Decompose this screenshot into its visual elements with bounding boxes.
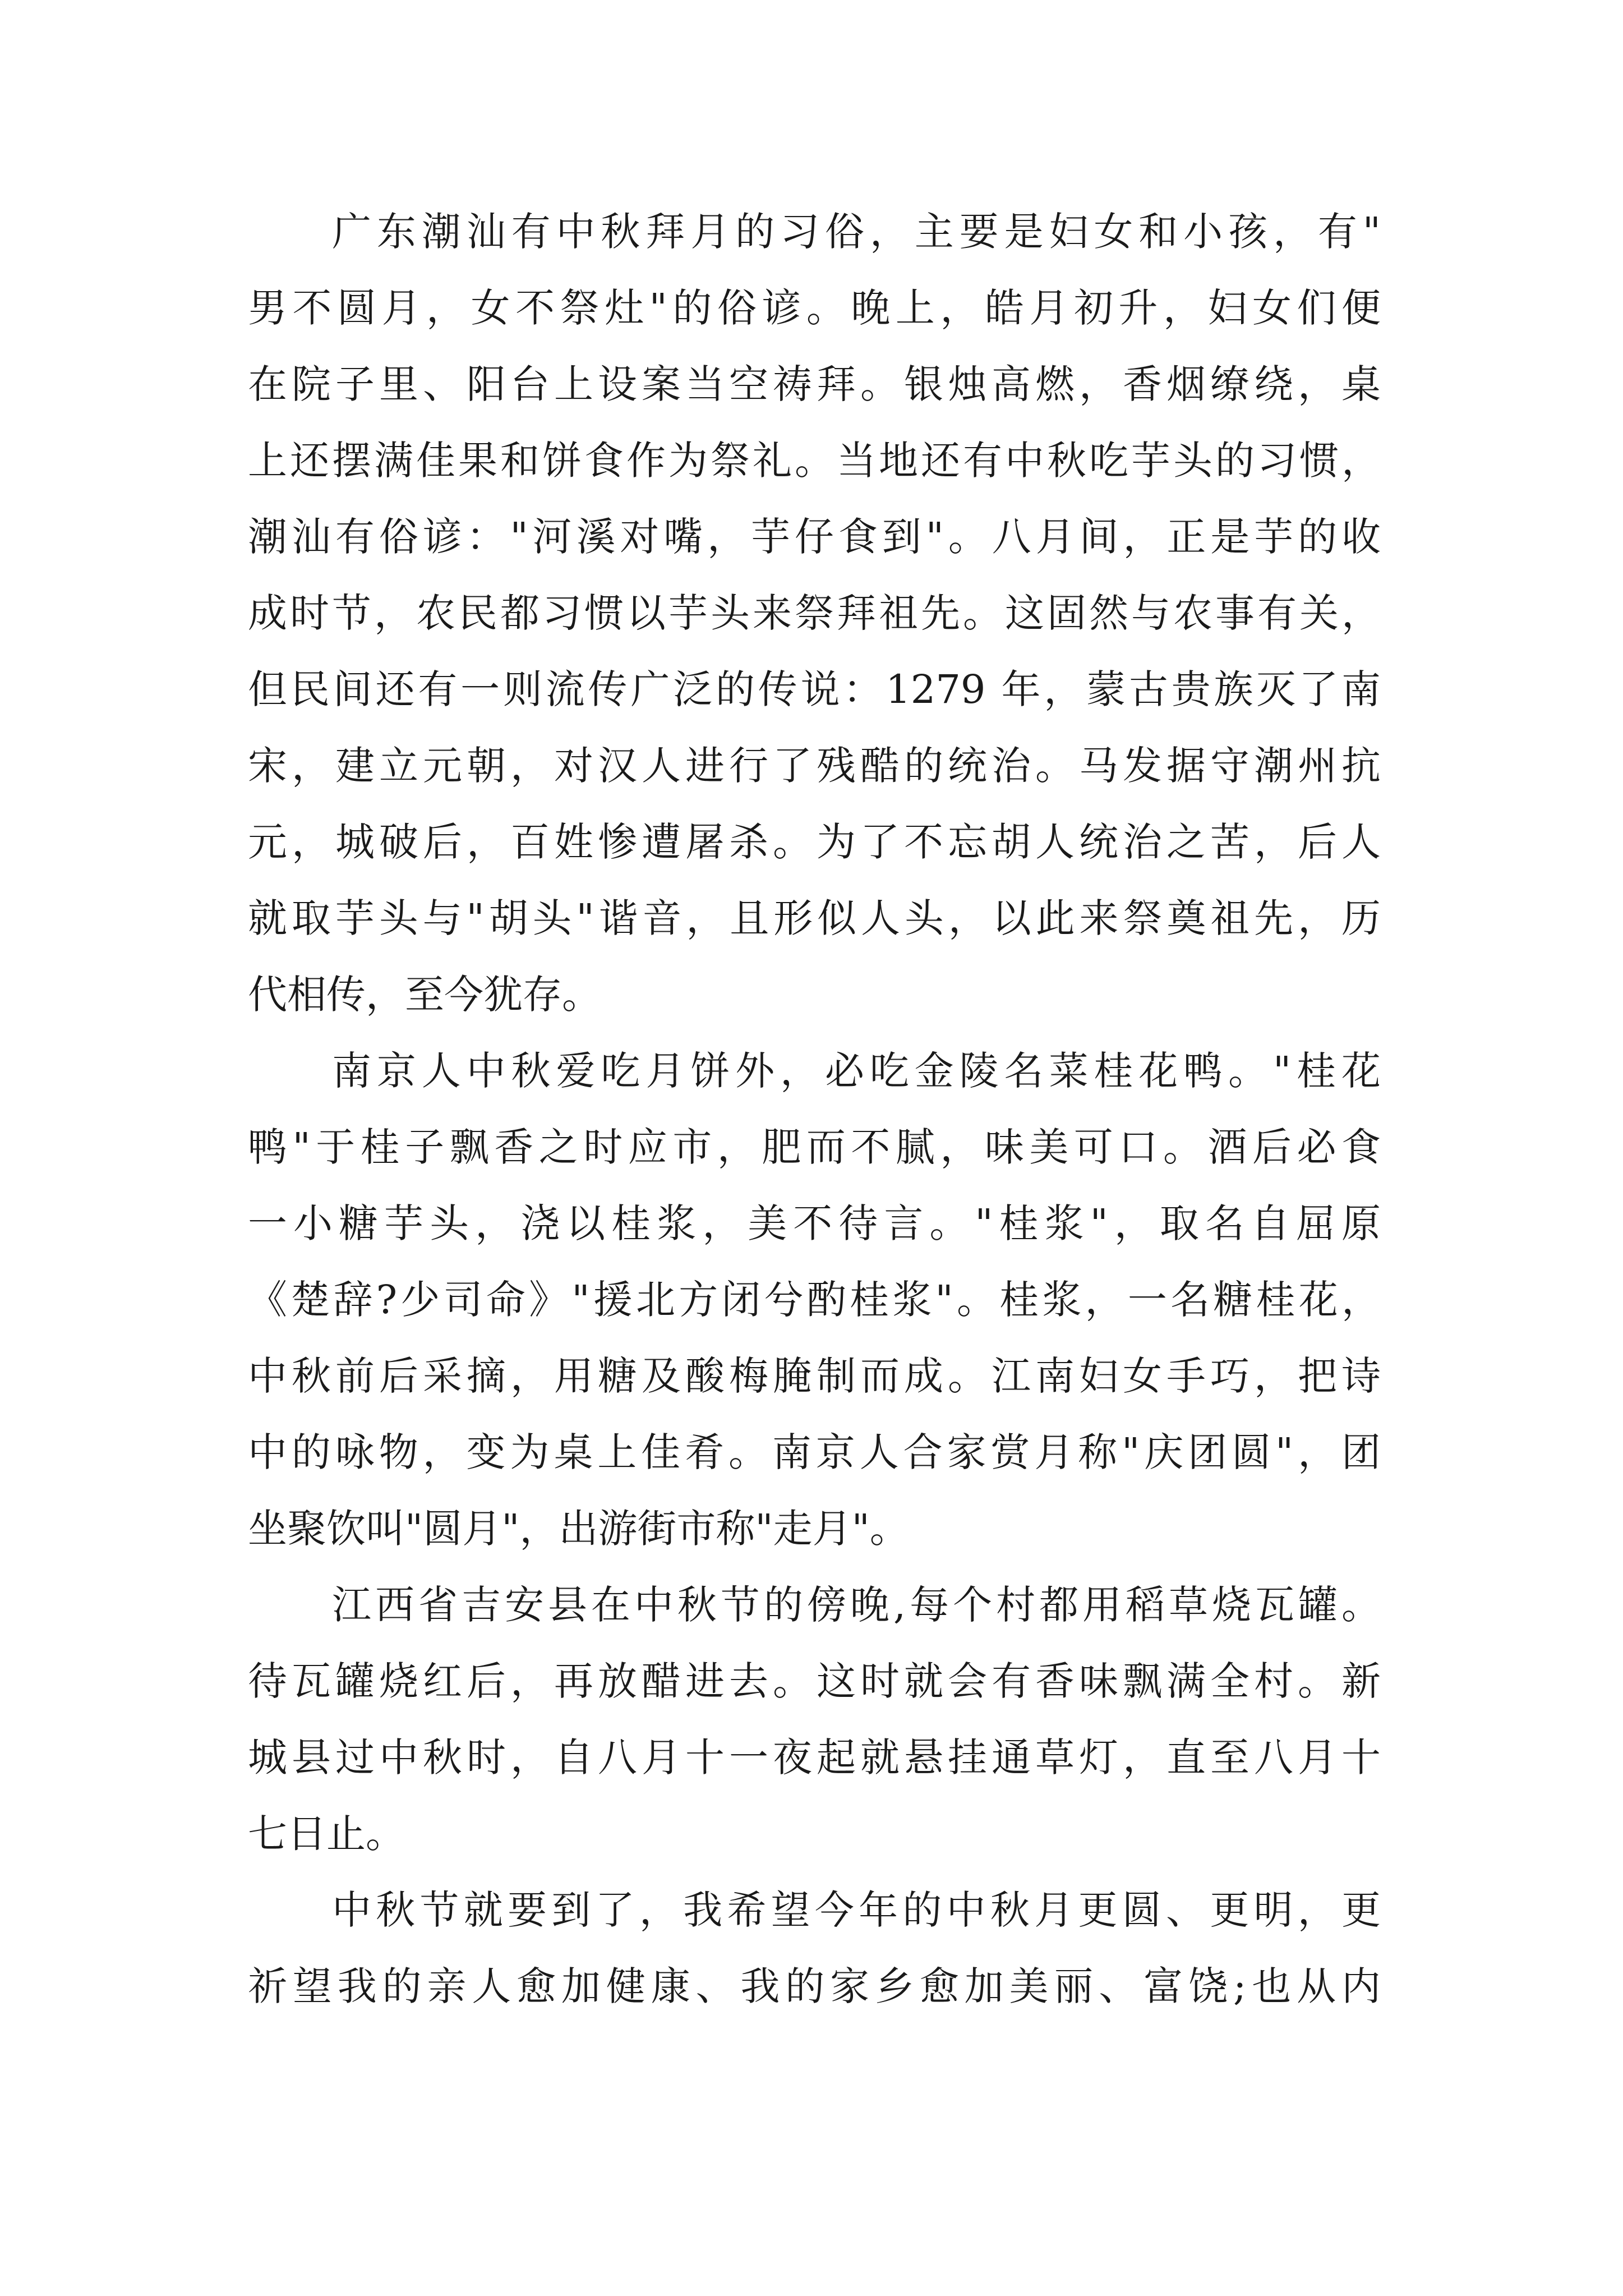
paragraph-1-line-5: 潮汕有俗谚："河溪对嘴，芋仔食到"。八月间，正是芋的收 [248, 514, 1381, 560]
paragraph-2-line-1: 南京人中秋爱吃月饼外，必吃金陵名菜桂花鸭。"桂花 [332, 1048, 1381, 1094]
paragraph-1-line-10: 就取芋头与"胡头"谐音，且形似人头，以此来祭奠祖先，历 [248, 895, 1381, 941]
paragraph-3-line-2: 待瓦罐烧红后，再放醋进去。这时就会有香味飘满全村。新 [248, 1658, 1381, 1704]
paragraph-2-line-7: 坐聚饮叫"圆月"，出游街市称"走月"。 [248, 1506, 909, 1552]
paragraph-3-line-1: 江西省吉安县在中秋节的傍晚,每个村都用稻草烧瓦罐。 [332, 1582, 1381, 1628]
paragraph-1-line-4: 上还摆满佳果和饼食作为祭礼。当地还有中秋吃芋头的习惯， [248, 438, 1381, 484]
paragraph-2-line-2: 鸭"于桂子飘香之时应市，肥而不腻，味美可口。酒后必食 [248, 1124, 1381, 1170]
paragraph-1-line-7: 但民间还有一则流传广泛的传说：1279 年，蒙古贵族灭了南 [248, 666, 1381, 712]
paragraph-1-line-3: 在院子里、阳台上设案当空祷拜。银烛高燃，香烟缭绕，桌 [248, 361, 1381, 407]
paragraph-2-line-5: 中秋前后采摘，用糖及酸梅腌制而成。江南妇女手巧，把诗 [248, 1353, 1381, 1399]
paragraph-1-line-2: 男不圆月，女不祭灶"的俗谚。晚上，皓月初升，妇女们便 [248, 285, 1381, 331]
paragraph-4-line-1: 中秋节就要到了，我希望今年的中秋月更圆、更明，更 [332, 1887, 1381, 1933]
paragraph-1-line-11: 代相传，至今犹存。 [248, 972, 601, 1018]
paragraph-1-line-6: 成时节，农民都习惯以芋头来祭拜祖先。这固然与农事有关， [248, 590, 1381, 636]
paragraph-2-line-3: 一小糖芋头，浇以桂浆，美不待言。"桂浆"，取名自屈原 [248, 1200, 1381, 1246]
paragraph-2-line-6: 中的咏物，变为桌上佳肴。南京人合家赏月称"庆团圆"，团 [248, 1429, 1381, 1475]
paragraph-3-line-3: 城县过中秋时，自八月十一夜起就悬挂通草灯，直至八月十 [248, 1734, 1381, 1780]
paragraph-4-line-2: 祈望我的亲人愈加健康、我的家乡愈加美丽、富饶;也从内 [248, 1963, 1381, 2009]
paragraph-2-line-4: 《楚辞?少司命》"援北方闭兮酌桂浆"。桂浆，一名糖桂花， [248, 1277, 1381, 1323]
paragraph-1-line-9: 元，城破后，百姓惨遭屠杀。为了不忘胡人统治之苦，后人 [248, 819, 1381, 865]
paragraph-1-line-1: 广东潮汕有中秋拜月的习俗，主要是妇女和小孩，有" [332, 209, 1381, 255]
paragraph-3-line-4: 七日止。 [248, 1811, 405, 1857]
document-body [248, 194, 1381, 2024]
paragraph-1-line-8: 宋，建立元朝，对汉人进行了残酷的统治。马发据守潮州抗 [248, 743, 1381, 789]
